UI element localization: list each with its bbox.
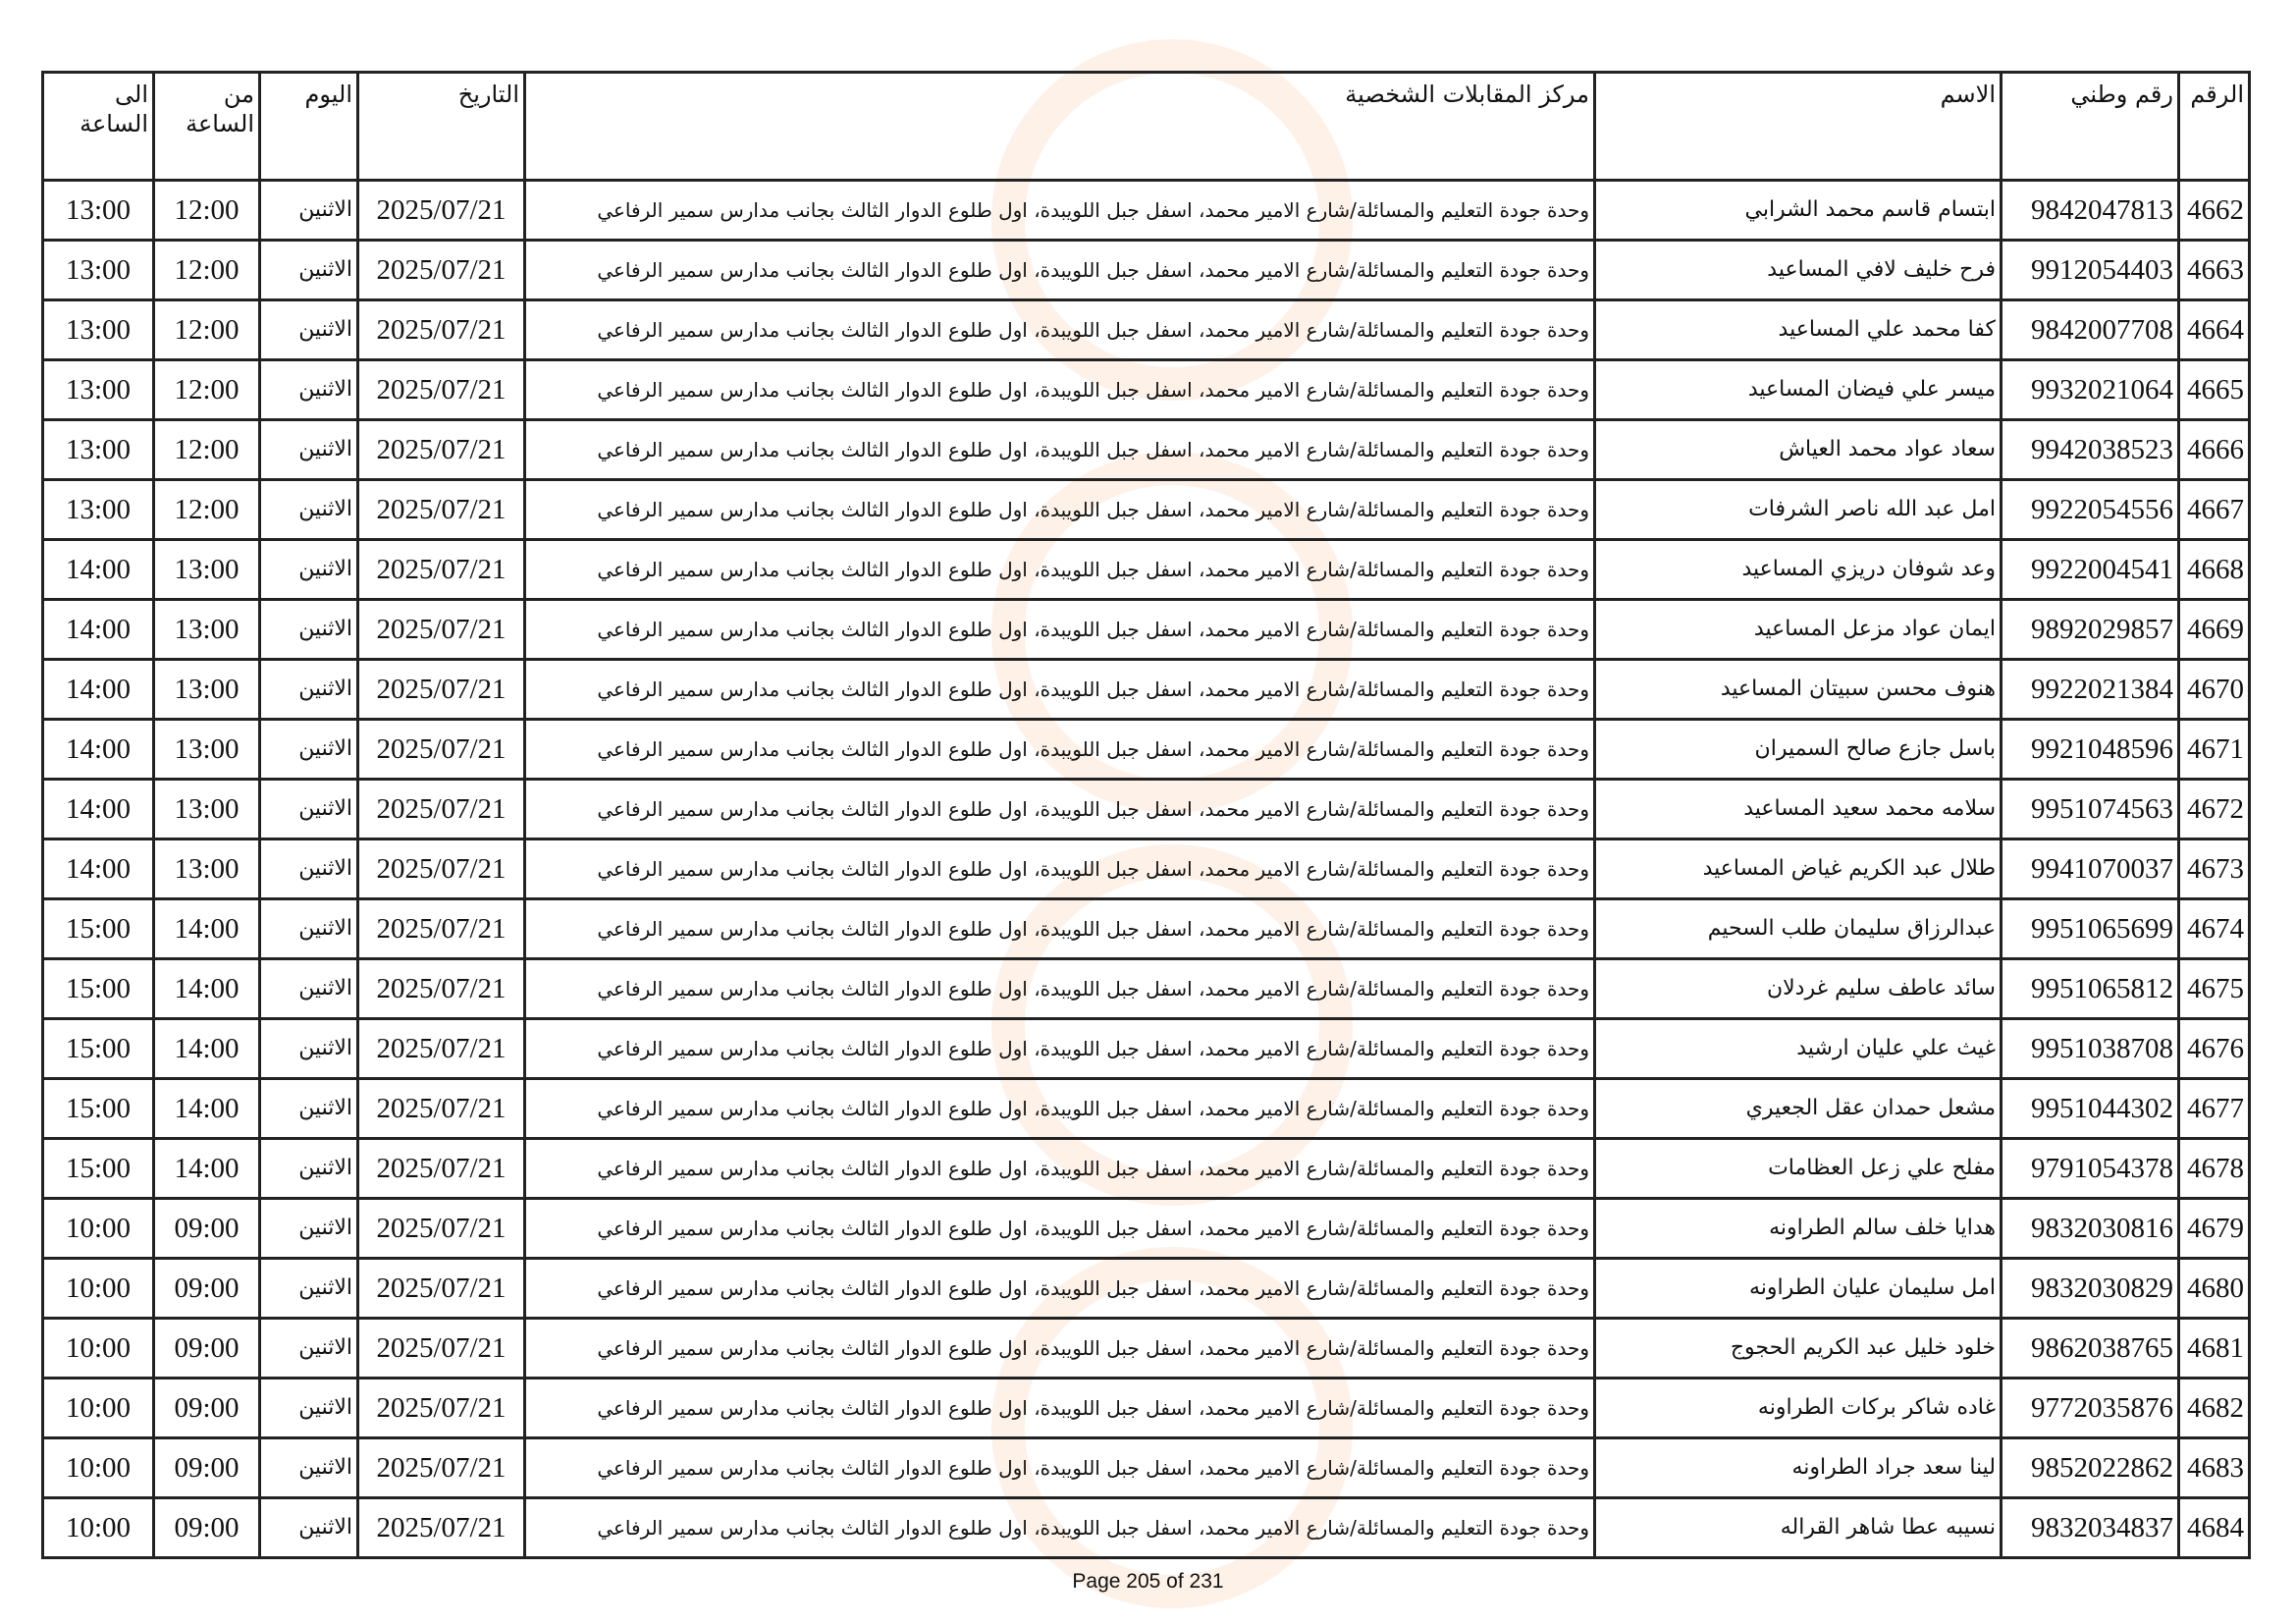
national-id-cell: 9842047813 — [2002, 181, 2179, 241]
from-time-cell: 09:00 — [154, 1259, 260, 1319]
national-id-cell: 9951065699 — [2002, 899, 2179, 959]
interview-date-cell: 2025/07/21 — [358, 420, 525, 480]
interview-center-cell: وحدة جودة التعليم والمسائلة/شارع الامير محمد، اسفل جبل اللويبدة، اول طلوع الدوار الثالث بجانب مدارس سمير الرفاعي — [525, 1139, 1595, 1199]
row-number-cell: 4678 — [2179, 1139, 2250, 1199]
interview-date-cell: 2025/07/21 — [358, 300, 525, 360]
interview-date-cell: 2025/07/21 — [358, 480, 525, 540]
table-row — [43, 241, 2250, 300]
interview-day-cell: الاثنين — [260, 1079, 358, 1139]
national-id-cell: 9912054403 — [2002, 241, 2179, 300]
interview-center-cell: وحدة جودة التعليم والمسائلة/شارع الامير محمد، اسفل جبل اللويبدة، اول طلوع الدوار الثالث بجانب مدارس سمير الرفاعي — [525, 300, 1595, 360]
interview-date-cell: 2025/07/21 — [358, 1259, 525, 1319]
from-time-cell: 14:00 — [154, 1019, 260, 1079]
to-time-cell: 14:00 — [43, 600, 154, 660]
applicant-name-cell: هنوف محسن سبيتان المساعيد — [1595, 660, 2002, 720]
interview-day-cell: الاثنين — [260, 899, 358, 959]
interview-day-cell: الاثنين — [260, 300, 358, 360]
row-number-cell: 4664 — [2179, 300, 2250, 360]
interview-day-cell: الاثنين — [260, 1498, 358, 1558]
interview-center-cell: وحدة جودة التعليم والمسائلة/شارع الامير محمد، اسفل جبل اللويبدة، اول طلوع الدوار الثالث بجانب مدارس سمير الرفاعي — [525, 959, 1595, 1019]
from-time-cell: 09:00 — [154, 1319, 260, 1379]
applicant-name-cell: ابتسام قاسم محمد الشرابي — [1595, 181, 2002, 241]
national-id-cell: 9791054378 — [2002, 1139, 2179, 1199]
interview-date-cell: 2025/07/21 — [358, 360, 525, 420]
to-time-cell: 13:00 — [43, 420, 154, 480]
applicant-name-cell: امل سليمان عليان الطراونه — [1595, 1259, 2002, 1319]
interview-day-cell: الاثنين — [260, 420, 358, 480]
from-time-cell: 09:00 — [154, 1438, 260, 1498]
table-row — [43, 420, 2250, 480]
table-row — [43, 720, 2250, 780]
interview-center-cell: وحدة جودة التعليم والمسائلة/شارع الامير محمد، اسفل جبل اللويبدة، اول طلوع الدوار الثالث بجانب مدارس سمير الرفاعي — [525, 1319, 1595, 1379]
from-time-cell: 12:00 — [154, 241, 260, 300]
header-no: الرقم — [2179, 73, 2250, 181]
to-time-cell: 14:00 — [43, 839, 154, 899]
national-id-cell: 9832030816 — [2002, 1199, 2179, 1259]
table-row — [43, 300, 2250, 360]
page-number: Page 205 of 231 — [1072, 1570, 1224, 1593]
to-time-cell: 10:00 — [43, 1379, 154, 1438]
table-row — [43, 899, 2250, 959]
table-row — [43, 1199, 2250, 1259]
applicant-name-cell: باسل جازع صالح السميران — [1595, 720, 2002, 780]
applicant-name-cell: ايمان عواد مزعل المساعيد — [1595, 600, 2002, 660]
interview-day-cell: الاثنين — [260, 181, 358, 241]
interview-day-cell: الاثنين — [260, 480, 358, 540]
table-row — [43, 1259, 2250, 1319]
row-number-cell: 4666 — [2179, 420, 2250, 480]
interview-center-cell: وحدة جودة التعليم والمسائلة/شارع الامير محمد، اسفل جبل اللويبدة، اول طلوع الدوار الثالث بجانب مدارس سمير الرفاعي — [525, 480, 1595, 540]
header-center: مركز المقابلات الشخصية — [525, 73, 1595, 181]
interview-schedule-table — [41, 71, 2251, 1559]
table-row — [43, 480, 2250, 540]
table-header-row — [43, 73, 2250, 181]
national-id-cell: 9922021384 — [2002, 660, 2179, 720]
national-id-cell: 9772035876 — [2002, 1379, 2179, 1438]
table-row — [43, 181, 2250, 241]
applicant-name-cell: غاده شاكر بركات الطراونه — [1595, 1379, 2002, 1438]
row-number-cell: 4663 — [2179, 241, 2250, 300]
interview-date-cell: 2025/07/21 — [358, 1079, 525, 1139]
row-number-cell: 4667 — [2179, 480, 2250, 540]
from-time-cell: 12:00 — [154, 480, 260, 540]
row-number-cell: 4677 — [2179, 1079, 2250, 1139]
interview-date-cell: 2025/07/21 — [358, 181, 525, 241]
interview-center-cell: وحدة جودة التعليم والمسائلة/شارع الامير محمد، اسفل جبل اللويبدة، اول طلوع الدوار الثالث بجانب مدارس سمير الرفاعي — [525, 600, 1595, 660]
interview-date-cell: 2025/07/21 — [358, 1379, 525, 1438]
interview-date-cell: 2025/07/21 — [358, 540, 525, 600]
interview-center-cell: وحدة جودة التعليم والمسائلة/شارع الامير محمد، اسفل جبل اللويبدة، اول طلوع الدوار الثالث بجانب مدارس سمير الرفاعي — [525, 181, 1595, 241]
interview-center-cell: وحدة جودة التعليم والمسائلة/شارع الامير محمد، اسفل جبل اللويبدة، اول طلوع الدوار الثالث بجانب مدارس سمير الرفاعي — [525, 241, 1595, 300]
interview-date-cell: 2025/07/21 — [358, 1139, 525, 1199]
row-number-cell: 4682 — [2179, 1379, 2250, 1438]
from-time-cell: 14:00 — [154, 959, 260, 1019]
from-time-cell: 14:00 — [154, 899, 260, 959]
interview-center-cell: وحدة جودة التعليم والمسائلة/شارع الامير محمد، اسفل جبل اللويبدة، اول طلوع الدوار الثالث بجانب مدارس سمير الرفاعي — [525, 420, 1595, 480]
national-id-cell: 9951074563 — [2002, 780, 2179, 839]
table-row — [43, 780, 2250, 839]
interview-center-cell: وحدة جودة التعليم والمسائلة/شارع الامير محمد، اسفل جبل اللويبدة، اول طلوع الدوار الثالث بجانب مدارس سمير الرفاعي — [525, 1019, 1595, 1079]
applicant-name-cell: غيث علي عليان ارشيد — [1595, 1019, 2002, 1079]
applicant-name-cell: سائد عاطف سليم غردلان — [1595, 959, 2002, 1019]
interview-day-cell: الاثنين — [260, 1019, 358, 1079]
row-number-cell: 4683 — [2179, 1438, 2250, 1498]
national-id-cell: 9842007708 — [2002, 300, 2179, 360]
interview-day-cell: الاثنين — [260, 720, 358, 780]
to-time-cell: 15:00 — [43, 1019, 154, 1079]
interview-center-cell: وحدة جودة التعليم والمسائلة/شارع الامير محمد، اسفل جبل اللويبدة، اول طلوع الدوار الثالث بجانب مدارس سمير الرفاعي — [525, 540, 1595, 600]
header-name: الاسم — [1595, 73, 2002, 181]
national-id-cell: 9922054556 — [2002, 480, 2179, 540]
interview-day-cell: الاثنين — [260, 1319, 358, 1379]
interview-date-cell: 2025/07/21 — [358, 600, 525, 660]
interview-center-cell: وحدة جودة التعليم والمسائلة/شارع الامير محمد، اسفل جبل اللويبدة، اول طلوع الدوار الثالث بجانب مدارس سمير الرفاعي — [525, 780, 1595, 839]
interview-day-cell: الاثنين — [260, 600, 358, 660]
interview-date-cell: 2025/07/21 — [358, 1199, 525, 1259]
to-time-cell: 10:00 — [43, 1498, 154, 1558]
header-day: اليوم — [260, 73, 358, 181]
to-time-cell: 10:00 — [43, 1438, 154, 1498]
interview-day-cell: الاثنين — [260, 1139, 358, 1199]
to-time-cell: 15:00 — [43, 1079, 154, 1139]
table-row — [43, 660, 2250, 720]
row-number-cell: 4680 — [2179, 1259, 2250, 1319]
to-time-cell: 13:00 — [43, 300, 154, 360]
to-time-cell: 13:00 — [43, 181, 154, 241]
row-number-cell: 4676 — [2179, 1019, 2250, 1079]
interview-day-cell: الاثنين — [260, 1199, 358, 1259]
applicant-name-cell: سلامه محمد سعيد المساعيد — [1595, 780, 2002, 839]
row-number-cell: 4674 — [2179, 899, 2250, 959]
row-number-cell: 4662 — [2179, 181, 2250, 241]
from-time-cell: 12:00 — [154, 181, 260, 241]
row-number-cell: 4672 — [2179, 780, 2250, 839]
from-time-cell: 12:00 — [154, 300, 260, 360]
interview-day-cell: الاثنين — [260, 1379, 358, 1438]
applicant-name-cell: وعد شوفان دريزي المساعيد — [1595, 540, 2002, 600]
applicant-name-cell: خلود خليل عبد الكريم الحجوج — [1595, 1319, 2002, 1379]
interview-day-cell: الاثنين — [260, 780, 358, 839]
table-row — [43, 1139, 2250, 1199]
row-number-cell: 4673 — [2179, 839, 2250, 899]
header-date: التاريخ — [358, 73, 525, 181]
interview-center-cell: وحدة جودة التعليم والمسائلة/شارع الامير محمد، اسفل جبل اللويبدة، اول طلوع الدوار الثالث بجانب مدارس سمير الرفاعي — [525, 1079, 1595, 1139]
interview-date-cell: 2025/07/21 — [358, 241, 525, 300]
to-time-cell: 15:00 — [43, 1139, 154, 1199]
to-time-cell: 13:00 — [43, 360, 154, 420]
table-row — [43, 360, 2250, 420]
table-row — [43, 1019, 2250, 1079]
interview-date-cell: 2025/07/21 — [358, 1019, 525, 1079]
interview-date-cell: 2025/07/21 — [358, 1319, 525, 1379]
applicant-name-cell: ميسر علي فيضان المساعيد — [1595, 360, 2002, 420]
from-time-cell: 12:00 — [154, 360, 260, 420]
row-number-cell: 4669 — [2179, 600, 2250, 660]
from-time-cell: 13:00 — [154, 839, 260, 899]
national-id-cell: 9862038765 — [2002, 1319, 2179, 1379]
interview-center-cell: وحدة جودة التعليم والمسائلة/شارع الامير محمد، اسفل جبل اللويبدة، اول طلوع الدوار الثالث بجانب مدارس سمير الرفاعي — [525, 899, 1595, 959]
to-time-cell: 10:00 — [43, 1199, 154, 1259]
interview-day-cell: الاثنين — [260, 241, 358, 300]
from-time-cell: 09:00 — [154, 1199, 260, 1259]
row-number-cell: 4675 — [2179, 959, 2250, 1019]
interview-day-cell: الاثنين — [260, 959, 358, 1019]
from-time-cell: 13:00 — [154, 660, 260, 720]
applicant-name-cell: نسيبه عطا شاهر القراله — [1595, 1498, 2002, 1558]
to-time-cell: 10:00 — [43, 1319, 154, 1379]
table-row — [43, 600, 2250, 660]
to-time-cell: 14:00 — [43, 720, 154, 780]
from-time-cell: 13:00 — [154, 600, 260, 660]
applicant-name-cell: هدايا خلف سالم الطراونه — [1595, 1199, 2002, 1259]
applicant-name-cell: لينا سعد جراد الطراونه — [1595, 1438, 2002, 1498]
interview-date-cell: 2025/07/21 — [358, 720, 525, 780]
header-from-time: من الساعة — [154, 73, 260, 181]
interview-center-cell: وحدة جودة التعليم والمسائلة/شارع الامير محمد، اسفل جبل اللويبدة، اول طلوع الدوار الثالث بجانب مدارس سمير الرفاعي — [525, 1438, 1595, 1498]
to-time-cell: 15:00 — [43, 959, 154, 1019]
interview-center-cell: وحدة جودة التعليم والمسائلة/شارع الامير محمد، اسفل جبل اللويبدة، اول طلوع الدوار الثالث بجانب مدارس سمير الرفاعي — [525, 1379, 1595, 1438]
applicant-name-cell: عبدالرزاق سليمان طلب السحيم — [1595, 899, 2002, 959]
national-id-cell: 9951065812 — [2002, 959, 2179, 1019]
to-time-cell: 15:00 — [43, 899, 154, 959]
interview-date-cell: 2025/07/21 — [358, 899, 525, 959]
national-id-cell: 9832034837 — [2002, 1498, 2179, 1558]
national-id-cell: 9932021064 — [2002, 360, 2179, 420]
interview-center-cell: وحدة جودة التعليم والمسائلة/شارع الامير محمد، اسفل جبل اللويبدة، اول طلوع الدوار الثالث بجانب مدارس سمير الرفاعي — [525, 1259, 1595, 1319]
row-number-cell: 4684 — [2179, 1498, 2250, 1558]
interview-day-cell: الاثنين — [260, 839, 358, 899]
interview-center-cell: وحدة جودة التعليم والمسائلة/شارع الامير محمد، اسفل جبل اللويبدة، اول طلوع الدوار الثالث بجانب مدارس سمير الرفاعي — [525, 360, 1595, 420]
interview-day-cell: الاثنين — [260, 540, 358, 600]
header-national-id: رقم وطني — [2002, 73, 2179, 181]
applicant-name-cell: طلال عبد الكريم غياض المساعيد — [1595, 839, 2002, 899]
interview-date-cell: 2025/07/21 — [358, 660, 525, 720]
interview-day-cell: الاثنين — [260, 660, 358, 720]
table-row — [43, 1079, 2250, 1139]
interview-center-cell: وحدة جودة التعليم والمسائلة/شارع الامير محمد، اسفل جبل اللويبدة، اول طلوع الدوار الثالث بجانب مدارس سمير الرفاعي — [525, 1498, 1595, 1558]
table-row — [43, 959, 2250, 1019]
national-id-cell: 9941070037 — [2002, 839, 2179, 899]
table-row — [43, 1498, 2250, 1558]
from-time-cell: 09:00 — [154, 1379, 260, 1438]
from-time-cell: 13:00 — [154, 720, 260, 780]
from-time-cell: 13:00 — [154, 540, 260, 600]
interview-center-cell: وحدة جودة التعليم والمسائلة/شارع الامير محمد، اسفل جبل اللويبدة، اول طلوع الدوار الثالث بجانب مدارس سمير الرفاعي — [525, 839, 1595, 899]
from-time-cell: 14:00 — [154, 1139, 260, 1199]
interview-center-cell: وحدة جودة التعليم والمسائلة/شارع الامير محمد، اسفل جبل اللويبدة، اول طلوع الدوار الثالث بجانب مدارس سمير الرفاعي — [525, 720, 1595, 780]
table-row — [43, 1379, 2250, 1438]
interview-date-cell: 2025/07/21 — [358, 959, 525, 1019]
national-id-cell: 9942038523 — [2002, 420, 2179, 480]
national-id-cell: 9852022862 — [2002, 1438, 2179, 1498]
from-time-cell: 12:00 — [154, 420, 260, 480]
to-time-cell: 13:00 — [43, 241, 154, 300]
table-row — [43, 1319, 2250, 1379]
national-id-cell: 9921048596 — [2002, 720, 2179, 780]
applicant-name-cell: كفا محمد علي المساعيد — [1595, 300, 2002, 360]
applicant-name-cell: فرح خليف لافي المساعيد — [1595, 241, 2002, 300]
table-row — [43, 540, 2250, 600]
national-id-cell: 9922004541 — [2002, 540, 2179, 600]
national-id-cell: 9951044302 — [2002, 1079, 2179, 1139]
row-number-cell: 4681 — [2179, 1319, 2250, 1379]
interview-date-cell: 2025/07/21 — [358, 780, 525, 839]
applicant-name-cell: مشعل حمدان عقل الجعيري — [1595, 1079, 2002, 1139]
table-row — [43, 839, 2250, 899]
interview-center-cell: وحدة جودة التعليم والمسائلة/شارع الامير محمد، اسفل جبل اللويبدة، اول طلوع الدوار الثالث بجانب مدارس سمير الرفاعي — [525, 660, 1595, 720]
to-time-cell: 14:00 — [43, 540, 154, 600]
row-number-cell: 4668 — [2179, 540, 2250, 600]
row-number-cell: 4665 — [2179, 360, 2250, 420]
interview-date-cell: 2025/07/21 — [358, 839, 525, 899]
interview-center-cell: وحدة جودة التعليم والمسائلة/شارع الامير محمد، اسفل جبل اللويبدة، اول طلوع الدوار الثالث بجانب مدارس سمير الرفاعي — [525, 1199, 1595, 1259]
row-number-cell: 4679 — [2179, 1199, 2250, 1259]
interview-date-cell: 2025/07/21 — [358, 1438, 525, 1498]
interview-day-cell: الاثنين — [260, 1438, 358, 1498]
applicant-name-cell: سعاد عواد محمد العياش — [1595, 420, 2002, 480]
to-time-cell: 14:00 — [43, 660, 154, 720]
from-time-cell: 13:00 — [154, 780, 260, 839]
table-row — [43, 1438, 2250, 1498]
row-number-cell: 4671 — [2179, 720, 2250, 780]
to-time-cell: 13:00 — [43, 480, 154, 540]
from-time-cell: 09:00 — [154, 1498, 260, 1558]
to-time-cell: 10:00 — [43, 1259, 154, 1319]
interview-day-cell: الاثنين — [260, 1259, 358, 1319]
interview-date-cell: 2025/07/21 — [358, 1498, 525, 1558]
national-id-cell: 9892029857 — [2002, 600, 2179, 660]
applicant-name-cell: امل عبد الله ناصر الشرفات — [1595, 480, 2002, 540]
header-to-time: الى الساعة — [43, 73, 154, 181]
to-time-cell: 14:00 — [43, 780, 154, 839]
national-id-cell: 9951038708 — [2002, 1019, 2179, 1079]
national-id-cell: 9832030829 — [2002, 1259, 2179, 1319]
from-time-cell: 14:00 — [154, 1079, 260, 1139]
interview-day-cell: الاثنين — [260, 360, 358, 420]
applicant-name-cell: مفلح علي زعل العظامات — [1595, 1139, 2002, 1199]
row-number-cell: 4670 — [2179, 660, 2250, 720]
